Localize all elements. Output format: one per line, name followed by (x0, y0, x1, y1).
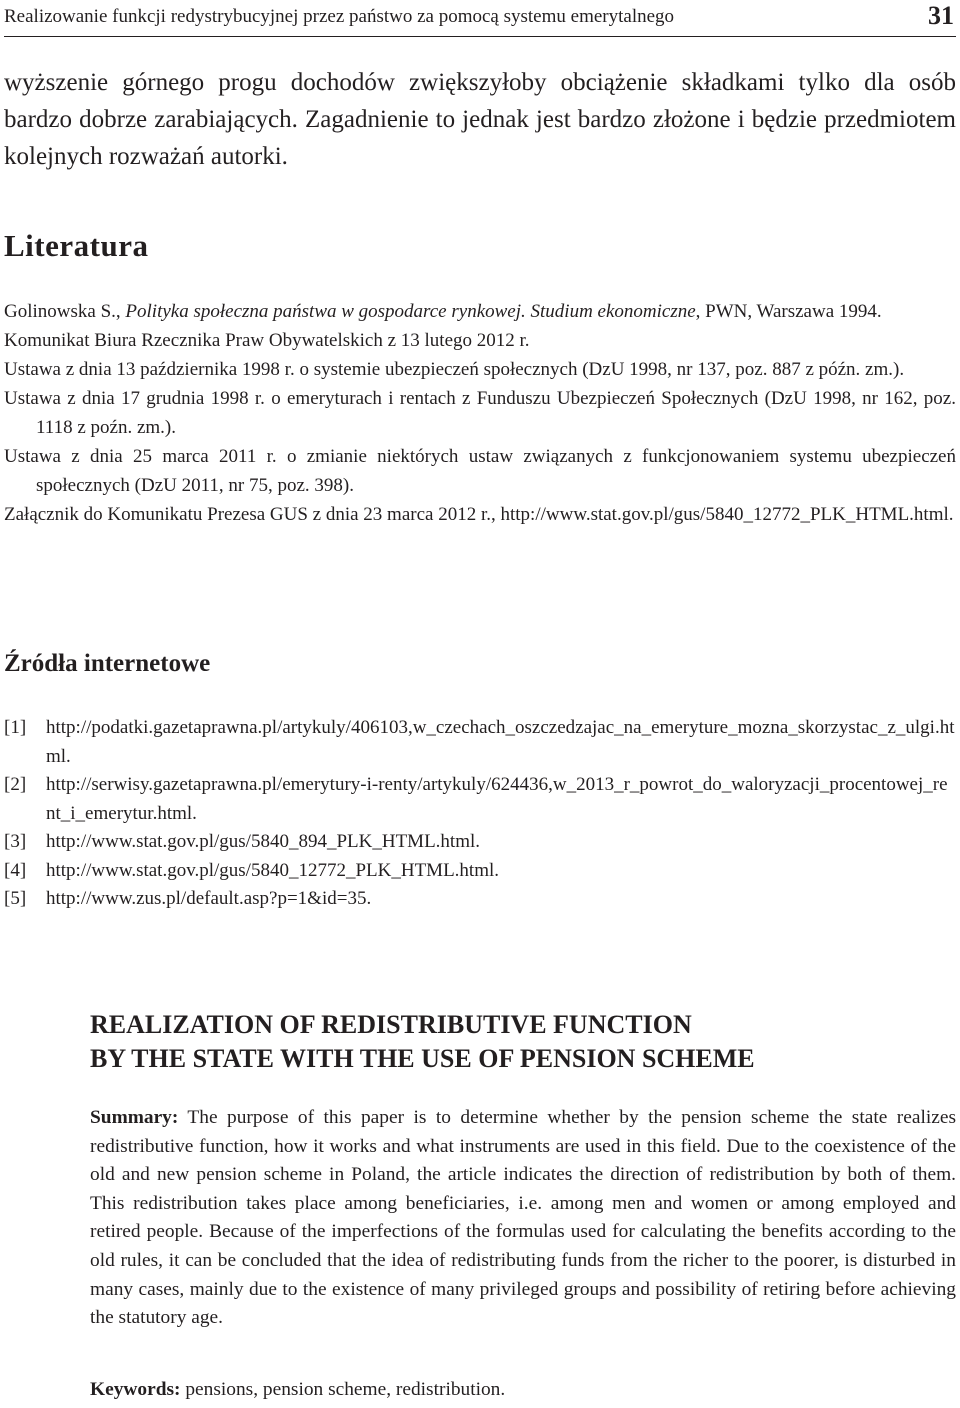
source-number: [3] (4, 831, 27, 852)
english-title-line: BY THE STATE WITH THE USE OF PENSION SCHEME (90, 1044, 755, 1073)
summary-paragraph (90, 1104, 956, 1333)
keywords-line (90, 1376, 956, 1404)
english-title-line: REALIZATION OF REDISTRIBUTIVE FUNCTION (90, 1010, 692, 1039)
running-title: Realizowanie funkcji redystrybucyjnej przez państwo za pomocą systemu emerytalnego (4, 6, 675, 27)
source-entry (4, 771, 956, 828)
keywords-label: Keywords: (90, 1379, 181, 1400)
source-entry (4, 828, 956, 857)
source-link[interactable]: http://serwisy.gazetaprawna.pl/emerytury-i-renty/artykuly/624436,w_2013_r_powrot_do_waloryzacji_procentowej_rent_i_emerytur.html. (46, 774, 948, 824)
literature-entry: Komunikat Biura Rzecznika Praw Obywatelskich z 13 lutego 2012 r. (4, 330, 530, 351)
entry-publisher: , PWN, Warszawa 1994. (695, 301, 882, 322)
source-link[interactable]: http://podatki.gazetaprawna.pl/artykuly/406103,w_czechach_oszczedzajac_na_emeryture_mozna_skorzystac_z_ulgi.html. (46, 717, 955, 767)
source-link[interactable]: http://www.stat.gov.pl/gus/5840_894_PLK_HTML.html. (46, 831, 481, 852)
literature-heading: Literatura (4, 228, 149, 263)
entry-title: Polityka społeczna państwa w gospodarce rynkowej. Studium ekonomiczne (125, 301, 696, 322)
literature-entry (4, 297, 956, 326)
english-title (90, 1008, 950, 1076)
entry-author: Golinowska S., (4, 301, 126, 322)
running-header (4, 2, 956, 37)
internet-sources-list (4, 714, 956, 914)
source-number: [5] (4, 888, 27, 909)
intro-paragraph: wyższenie górnego progu dochodów zwiększyłoby obciążenie składkami tylko dla osób bardzo dobrze zarabiających. Zagadnienie to jednak jest bardzo złożone i będzie przedmiotem kolejnych rozważań autorki. (4, 69, 956, 170)
summary-label: Summary: (90, 1107, 179, 1128)
source-link[interactable]: http://www.zus.pl/default.asp?p=1&id=35. (46, 888, 372, 909)
literature-entry: Załącznik do Komunikatu Prezesa GUS z dnia 23 marca 2012 r., http://www.stat.gov.pl/gus/5840_12772_PLK_HTML.html. (4, 504, 954, 525)
source-number: [4] (4, 859, 27, 881)
keywords-text: pensions, pension scheme, redistribution. (180, 1379, 506, 1400)
source-number: [2] (4, 774, 27, 795)
summary-text: The purpose of this paper is to determine whether by the pension scheme the state realizes redistributive function, how it works and what instruments are used in this field. Due to the coexistence of the old and new pension scheme in Poland, the article indicates the direction of redistribution by both of them. This redistribution takes place among beneficiaries, i.e. among men and women or among employed and retired people. Because of the imperfections of the formulas used for calculating the benefits according to the old rules, it can be concluded that the idea of redistributing funds from the richer to the poorer, is disturbed in many cases, mainly due to the existence of many privileged groups and possibility of retiring before achieving the statutory age. (90, 1107, 956, 1329)
page-number: 31 (928, 1, 954, 30)
source-entry (4, 885, 956, 914)
literature-entry: Ustawa z dnia 17 grudnia 1998 r. o emeryturach i rentach z Funduszu Ubezpieczeń Społecznych (DzU 1998, nr 162, poz. 1118 z poźn. zm.). (4, 388, 956, 438)
source-entry (4, 714, 956, 771)
source-link[interactable]: http://www.stat.gov.pl/gus/5840_12772_PLK_HTML.html. (46, 859, 500, 881)
source-entry (4, 857, 956, 886)
literature-entry: Ustawa z dnia 25 marca 2011 r. o zmianie niektórych ustaw związanych z funkcjonowaniem systemu ubezpieczeń społecznych (DzU 2011, nr 75, poz. 398). (4, 446, 956, 496)
literature-entry: Ustawa z dnia 13 października 1998 r. o systemie ubezpieczeń społecznych (DzU 1998, nr 137, poz. 887 z późn. zm.). (4, 359, 905, 380)
internet-sources-heading: Źródła internetowe (4, 650, 211, 677)
literature-list (4, 297, 956, 529)
source-number: [1] (4, 717, 27, 738)
